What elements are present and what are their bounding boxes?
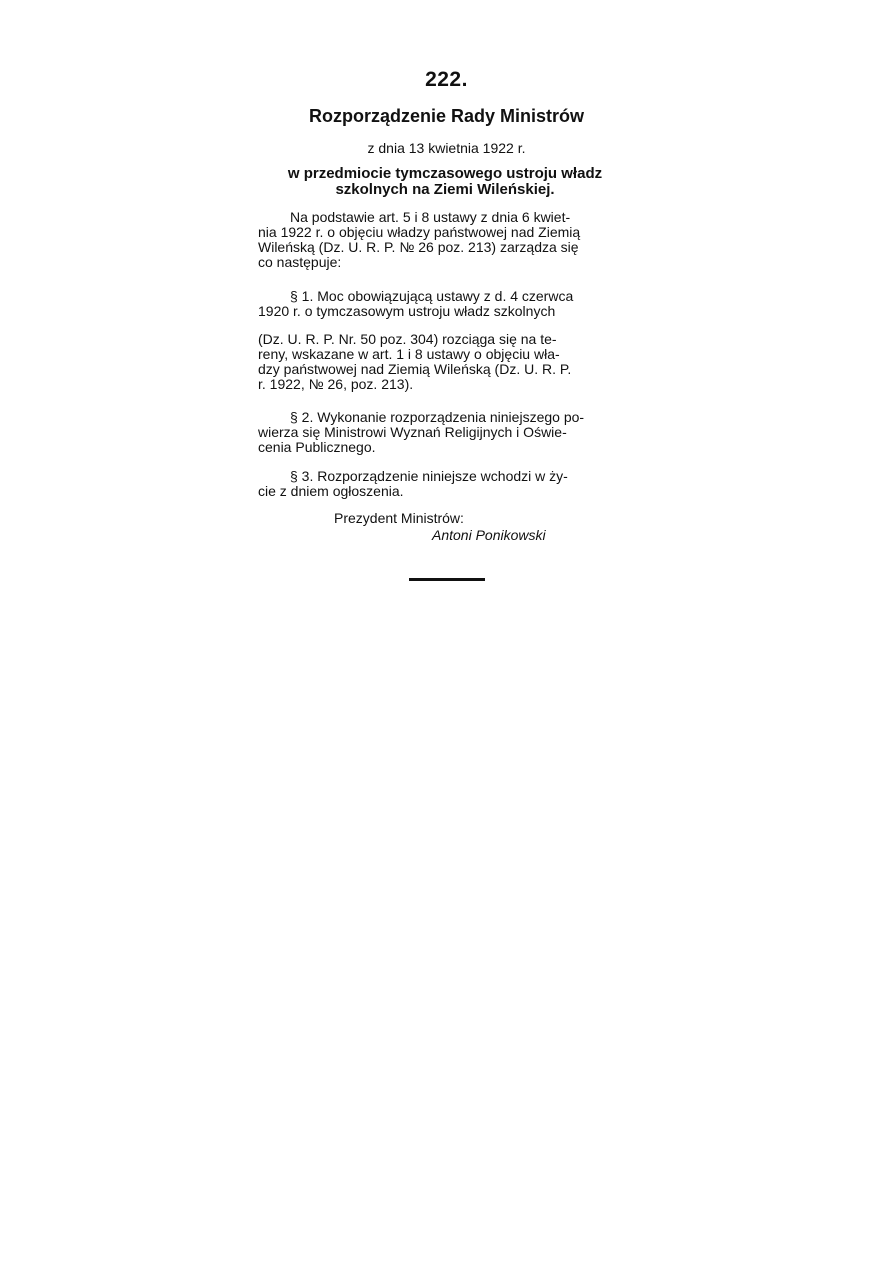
document-subject bbox=[250, 166, 640, 198]
paragraph-1-line: (Dz. U. R. P. Nr. 50 poz. 304) rozciąga się na te- bbox=[258, 331, 557, 347]
signature-title: Prezydent Ministrów: bbox=[334, 510, 464, 526]
subject-line: szkolnych na Ziemi Wileńskiej. bbox=[335, 181, 555, 198]
paragraph-1-line: § 1. Moc obowiązującą ustawy z d. 4 czerwca bbox=[290, 288, 574, 304]
intro-line: co następuje: bbox=[258, 254, 342, 270]
closing-rule bbox=[409, 578, 485, 581]
document-title: Rozporządzenie Rady Ministrów bbox=[308, 106, 585, 126]
paragraph-1 bbox=[258, 289, 638, 319]
paragraph-3 bbox=[258, 469, 638, 499]
intro-line: Wileńską (Dz. U. R. P. № 26 poz. 213) zarządza się bbox=[258, 239, 579, 255]
paragraph-2 bbox=[258, 410, 638, 455]
paragraph-1-continued bbox=[258, 332, 638, 392]
document-date: z dnia 13 kwietnia 1922 r. bbox=[367, 140, 526, 156]
paragraph-2-line: cenia Publicznego. bbox=[258, 439, 376, 455]
intro-line: nia 1922 r. o objęciu władzy państwowej nad Ziemią bbox=[258, 224, 581, 240]
document-number: 222. bbox=[425, 68, 468, 91]
paragraph-2-line: wierza się Ministrowi Wyznań Religijnych i Oświe- bbox=[258, 424, 567, 440]
intro-line: Na podstawie art. 5 i 8 ustawy z dnia 6 kwiet- bbox=[290, 209, 571, 225]
paragraph-1-line: r. 1922, № 26, poz. 213). bbox=[258, 376, 414, 392]
paragraph-1-line: reny, wskazane w art. 1 i 8 ustawy o objęciu wła- bbox=[258, 346, 560, 362]
paragraph-3-line: § 3. Rozporządzenie niniejsze wchodzi w ży- bbox=[290, 468, 568, 484]
paragraph-3-line: cie z dniem ogłoszenia. bbox=[258, 483, 404, 499]
paragraph-2-line: § 2. Wykonanie rozporządzenia niniejszego po- bbox=[290, 409, 585, 425]
paragraph-1-line: 1920 r. o tymczasowym ustroju władz szkolnych bbox=[258, 303, 556, 319]
paragraph-1-line: dzy państwowej nad Ziemią Wileńską (Dz. U. R. P. bbox=[258, 361, 572, 377]
intro-paragraph bbox=[258, 210, 638, 270]
signature-name: Antoni Ponikowski bbox=[432, 527, 546, 543]
subject-line: w przedmiocie tymczasowego ustroju władz bbox=[287, 165, 603, 182]
